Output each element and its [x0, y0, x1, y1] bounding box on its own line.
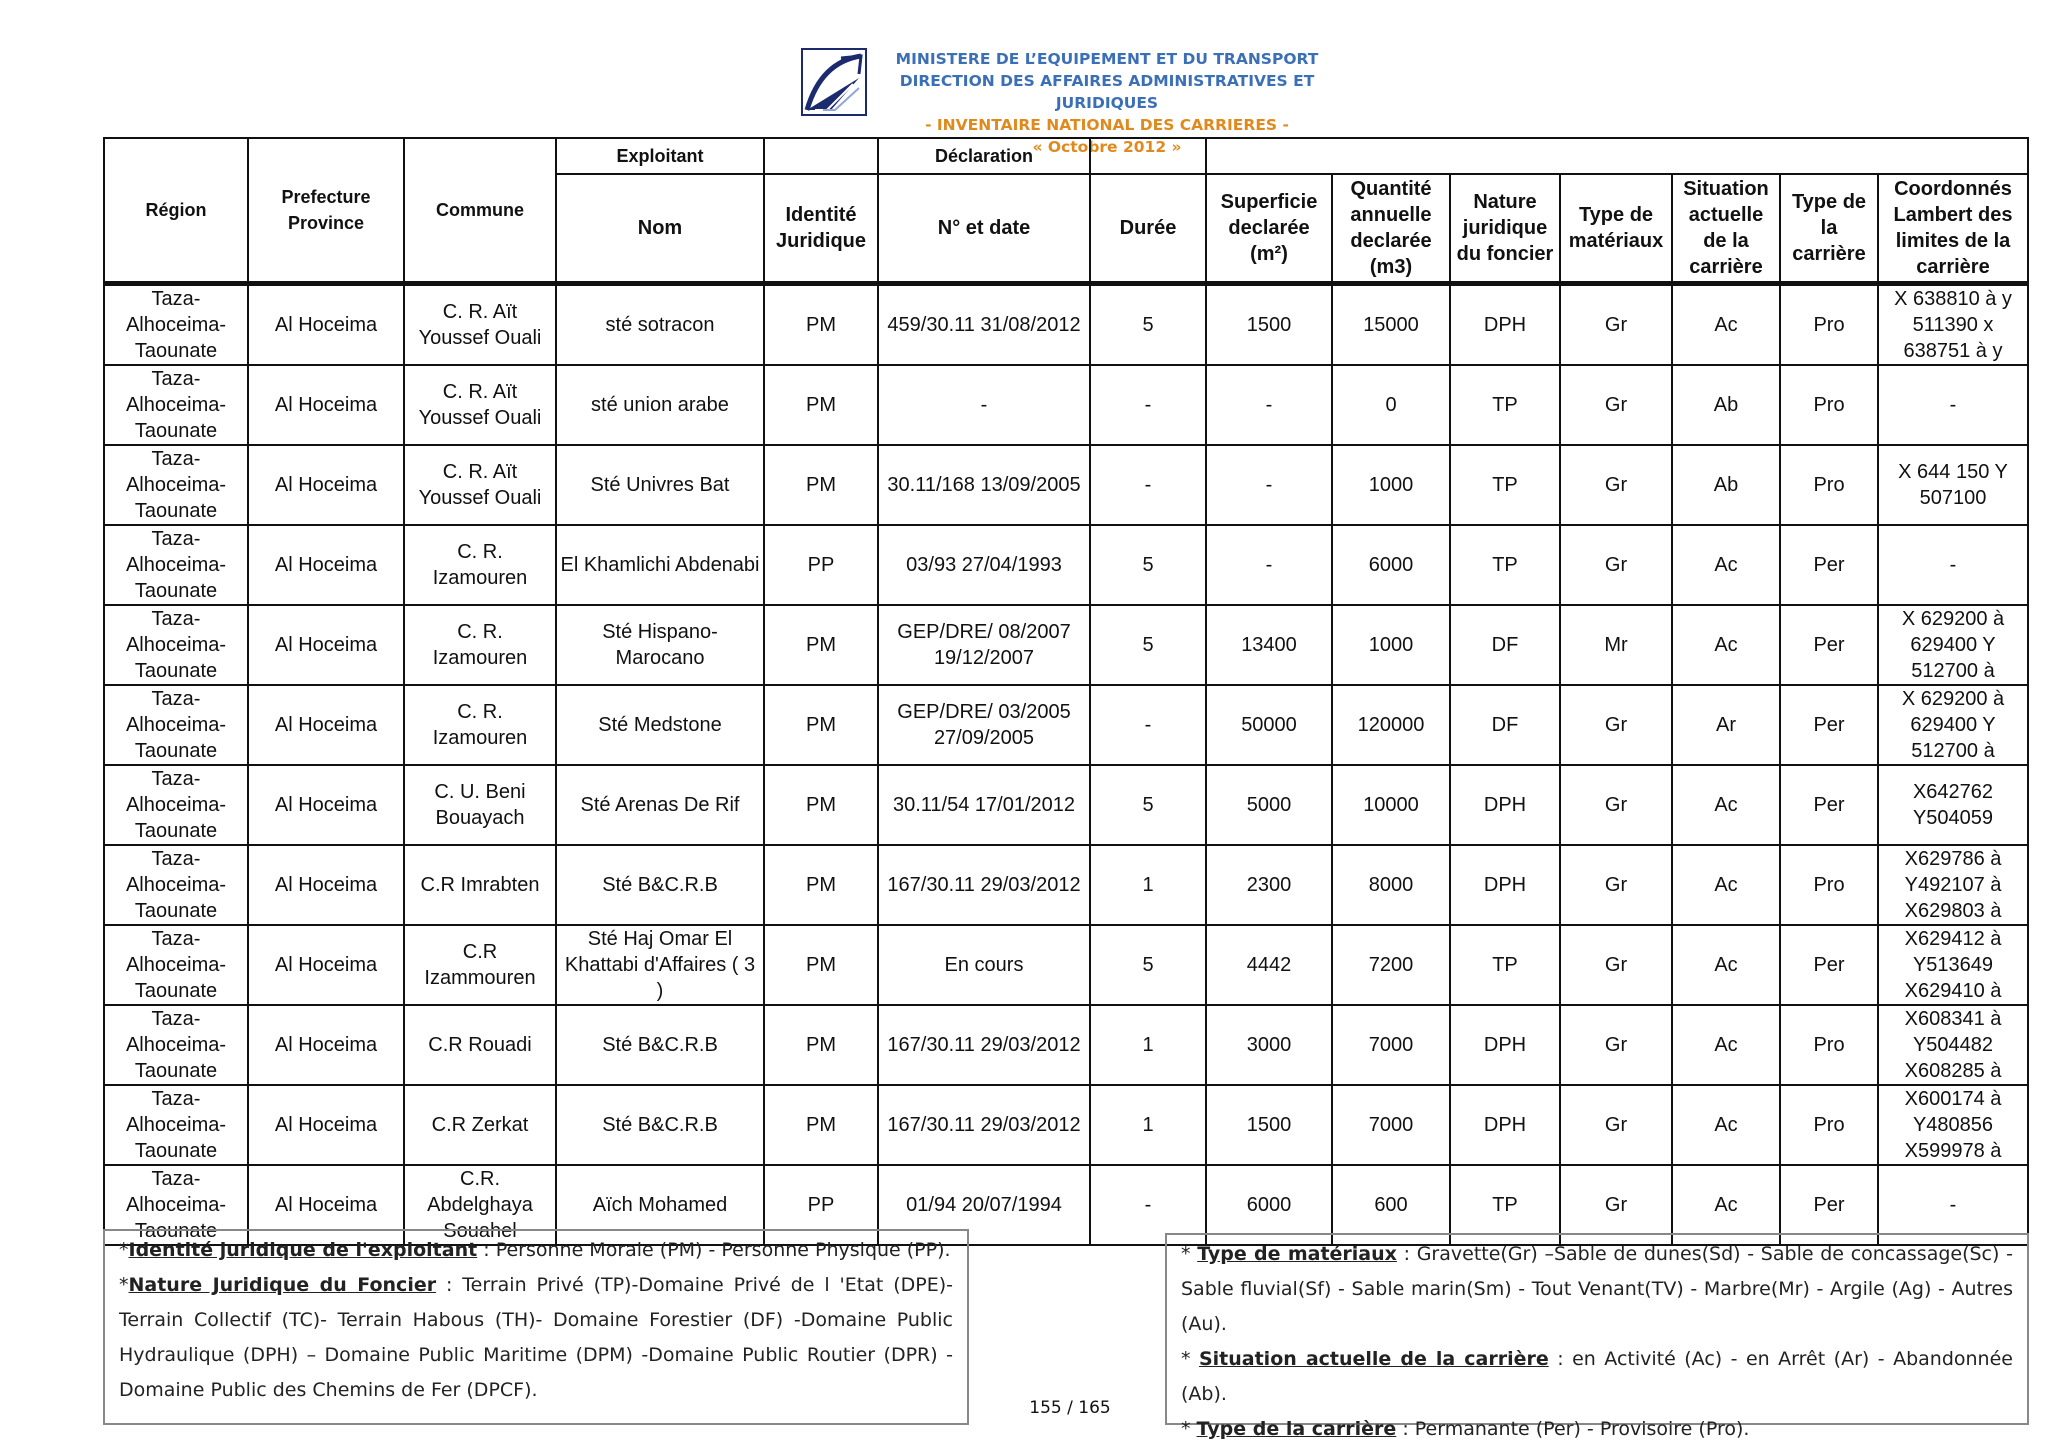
cell-numero-date: 30.11/54 17/01/2012 — [878, 765, 1090, 845]
cell-type-carriere: Per — [1780, 765, 1878, 845]
cell-type-carriere: Pro — [1780, 445, 1878, 525]
cell-coordonnees: X642762 Y504059 — [1878, 765, 2028, 845]
cell-identite: PM — [764, 445, 878, 525]
cell-nature-foncier: TP — [1450, 1165, 1560, 1245]
legend-type-title: Type de la carrière — [1196, 1418, 1397, 1440]
cell-situation: Ac — [1672, 1085, 1780, 1165]
cell-identite: PM — [764, 845, 878, 925]
cell-quantite: 7000 — [1332, 1005, 1450, 1085]
cell-region: Taza-Alhoceima-Taounate — [104, 1085, 248, 1165]
cell-coordonnees: - — [1878, 1165, 2028, 1245]
cell-coordonnees: X 638810 à y 511390 x 638751 à y — [1878, 284, 2028, 366]
cell-duree: - — [1090, 365, 1206, 445]
cell-numero-date: 03/93 27/04/1993 — [878, 525, 1090, 605]
cell-type-carriere: Per — [1780, 605, 1878, 685]
cell-coordonnees: X 644 150 Y 507100 — [1878, 445, 2028, 525]
cell-commune: C. R. Izamouren — [404, 525, 556, 605]
cell-region: Taza-Alhoceima-Taounate — [104, 605, 248, 685]
legend-situation: * Situation actuelle de la carrière : en Activité (Ac) - en Arrêt (Ar) - Abandonnée (Ab). — [1181, 1348, 2013, 1405]
cell-nature-foncier: DPH — [1450, 284, 1560, 366]
group-header-exploitant: Exploitant — [556, 138, 764, 174]
cell-quantite: 600 — [1332, 1165, 1450, 1245]
cell-commune: C. R. Aït Youssef Ouali — [404, 284, 556, 366]
cell-quantite: 10000 — [1332, 765, 1450, 845]
cell-nom: Sté Univres Bat — [556, 445, 764, 525]
cell-superficie: 13400 — [1206, 605, 1332, 685]
col-header-superficie: Superficie declarée (m²) — [1206, 174, 1332, 284]
cell-commune: C.R Zerkat — [404, 1085, 556, 1165]
legend-type: * Type de la carrière : Permanante (Per) - Provisoire (Pro). — [1181, 1418, 1750, 1440]
cell-duree: 1 — [1090, 845, 1206, 925]
cell-situation: Ac — [1672, 1165, 1780, 1245]
cell-nature-foncier: TP — [1450, 445, 1560, 525]
cell-nature-foncier: DF — [1450, 685, 1560, 765]
cell-superficie: 50000 — [1206, 685, 1332, 765]
page-number: 155 / 165 — [1029, 1398, 1111, 1418]
cell-duree: 5 — [1090, 765, 1206, 845]
cell-prefecture: Al Hoceima — [248, 1085, 404, 1165]
cell-prefecture: Al Hoceima — [248, 284, 404, 366]
cell-nom: El Khamlichi Abdenabi — [556, 525, 764, 605]
cell-prefecture: Al Hoceima — [248, 765, 404, 845]
cell-identite: PP — [764, 525, 878, 605]
cell-type-materiaux: Gr — [1560, 445, 1672, 525]
cell-prefecture: Al Hoceima — [248, 365, 404, 445]
col-header-situation: Situation actuelle de la carrière — [1672, 174, 1780, 284]
cell-nature-foncier: TP — [1450, 925, 1560, 1005]
legend-identite: *Identité juridique de l'exploitant : Personne Morale (PM) - Personne Physique (PP). — [119, 1239, 951, 1261]
cell-superficie: 6000 — [1206, 1165, 1332, 1245]
cell-duree: 1 — [1090, 1005, 1206, 1085]
cell-nature-foncier: DPH — [1450, 845, 1560, 925]
legend-type-text: : Permanante (Per) - Provisoire (Pro). — [1402, 1418, 1750, 1440]
cell-commune: C. R. Izamouren — [404, 605, 556, 685]
cell-region: Taza-Alhoceima-Taounate — [104, 845, 248, 925]
cell-numero-date: 30.11/168 13/09/2005 — [878, 445, 1090, 525]
legend-nature: *Nature Juridique du Foncier : Terrain Privé (TP)-Domaine Privé de l 'Etat (DPE)- Terrain Collectif (TC)- Terrain Habous (TH)- Domaine Forestier (DF) -Domaine Public Hydraulique (DPH) – Domaine Public Maritime (DPM) -Domaine Public Routier (DPR) - Domaine Public des Chemins de Fer (DPCF). — [119, 1274, 953, 1401]
cell-quantite: 15000 — [1332, 284, 1450, 366]
cell-duree: 5 — [1090, 605, 1206, 685]
cell-nature-foncier: TP — [1450, 525, 1560, 605]
cell-duree: - — [1090, 685, 1206, 765]
cell-nature-foncier: TP — [1450, 365, 1560, 445]
cell-type-materiaux: Gr — [1560, 1085, 1672, 1165]
col-header-type-materiaux: Type de matériaux — [1560, 174, 1672, 284]
col-header-region: Région — [104, 138, 248, 284]
group-header-row — [104, 138, 2028, 174]
cell-type-materiaux: Gr — [1560, 365, 1672, 445]
cell-type-carriere: Pro — [1780, 365, 1878, 445]
cell-commune: C.R. Abdelghaya Souahel — [404, 1165, 556, 1245]
legend-nature-title: Nature Juridique du Foncier — [128, 1274, 437, 1296]
cell-quantite: 1000 — [1332, 605, 1450, 685]
cell-type-materiaux: Gr — [1560, 685, 1672, 765]
cell-superficie: 2300 — [1206, 845, 1332, 925]
cell-type-carriere: Pro — [1780, 1005, 1878, 1085]
cell-region: Taza-Alhoceima-Taounate — [104, 765, 248, 845]
cell-commune: C. R. Aït Youssef Ouali — [404, 445, 556, 525]
cell-type-carriere: Per — [1780, 925, 1878, 1005]
cell-type-carriere: Pro — [1780, 1085, 1878, 1165]
cell-nom: Sté B&C.R.B — [556, 845, 764, 925]
cell-coordonnees: X 629200 à 629400 Y 512700 à — [1878, 685, 2028, 765]
legend-materiaux-title: Type de matériaux — [1197, 1243, 1397, 1265]
table-row — [104, 1005, 2028, 1085]
cell-nature-foncier: DPH — [1450, 1005, 1560, 1085]
col-header-nature-foncier: Nature juridique du foncier — [1450, 174, 1560, 284]
col-header-coordonnees: Coordonnés Lambert des limites de la carrière — [1878, 174, 2028, 284]
cell-nom: Sté Hispano-Marocano — [556, 605, 764, 685]
cell-duree: 5 — [1090, 925, 1206, 1005]
direction-name: DIRECTION DES AFFAIRES ADMINISTRATIVES ET JURIDIQUES — [899, 72, 1315, 112]
cell-type-materiaux: Gr — [1560, 845, 1672, 925]
cell-prefecture: Al Hoceima — [248, 605, 404, 685]
cell-type-carriere: Per — [1780, 525, 1878, 605]
cell-commune: C.R Imrabten — [404, 845, 556, 925]
legend-situation-title: Situation actuelle de la carrière — [1198, 1348, 1549, 1370]
cell-superficie: - — [1206, 525, 1332, 605]
quarry-inventory-table — [103, 137, 2029, 1246]
legend-identite-text: : Personne Morale (PM) - Personne Physique (PP). — [483, 1239, 951, 1261]
cell-identite: PM — [764, 284, 878, 366]
cell-type-materiaux: Gr — [1560, 1005, 1672, 1085]
group-header-declaration: Déclaration — [878, 138, 1090, 174]
col-header-numero-date: N° et date — [878, 174, 1090, 284]
legend-identite-title: Identité juridique de l'exploitant — [128, 1239, 478, 1261]
table-row — [104, 845, 2028, 925]
cell-prefecture: Al Hoceima — [248, 525, 404, 605]
cell-nature-foncier: DPH — [1450, 1085, 1560, 1165]
cell-identite: PM — [764, 765, 878, 845]
cell-identite: PP — [764, 1165, 878, 1245]
cell-situation: Ac — [1672, 284, 1780, 366]
legend-materiaux-text: : Gravette(Gr) –Sable de dunes(Sd) - Sable de concassage(Sc) - Sable fluvial(Sf) - Sable marin(Sm) - Tout Venant(TV) - Marbre(Mr) - Argile (Ag) - Autres (Au). — [1181, 1243, 2013, 1335]
group-header-blank — [1090, 138, 1206, 174]
col-header-identite: Identité Juridique — [764, 174, 878, 284]
cell-identite: PM — [764, 1005, 878, 1085]
cell-identite: PM — [764, 685, 878, 765]
table-row — [104, 525, 2028, 605]
cell-prefecture: Al Hoceima — [248, 1005, 404, 1085]
cell-superficie: 1500 — [1206, 1085, 1332, 1165]
cell-coordonnees: - — [1878, 525, 2028, 605]
legend-materiaux: * Type de matériaux : Gravette(Gr) –Sable de dunes(Sd) - Sable de concassage(Sc) - Sable fluvial(Sf) - Sable marin(Sm) - Tout Venant(TV) - Marbre(Mr) - Argile (Ag) - Autres (Au). — [1181, 1243, 2013, 1335]
cell-commune: C.R Izammouren — [404, 925, 556, 1005]
col-header-duree: Durée — [1090, 174, 1206, 284]
table-row — [104, 925, 2028, 1005]
cell-region: Taza-Alhoceima-Taounate — [104, 1165, 248, 1245]
cell-numero-date: 01/94 20/07/1994 — [878, 1165, 1090, 1245]
cell-type-materiaux: Mr — [1560, 605, 1672, 685]
cell-prefecture: Al Hoceima — [248, 845, 404, 925]
cell-coordonnees: X608341 à Y504482 X608285 à — [1878, 1005, 2028, 1085]
cell-region: Taza-Alhoceima-Taounate — [104, 365, 248, 445]
cell-identite: PM — [764, 1085, 878, 1165]
cell-commune: C.R Rouadi — [404, 1005, 556, 1085]
table-row — [104, 284, 2028, 366]
table-body — [104, 284, 2028, 1246]
cell-quantite: 1000 — [1332, 445, 1450, 525]
cell-type-materiaux: Gr — [1560, 525, 1672, 605]
cell-situation: Ac — [1672, 925, 1780, 1005]
legend-left — [103, 1229, 969, 1425]
cell-situation: Ac — [1672, 765, 1780, 845]
cell-prefecture: Al Hoceima — [248, 925, 404, 1005]
cell-superficie: 5000 — [1206, 765, 1332, 845]
legend-right — [1165, 1233, 2029, 1440]
table-row — [104, 445, 2028, 525]
cell-quantite: 0 — [1332, 365, 1450, 445]
cell-superficie: 1500 — [1206, 284, 1332, 366]
cell-nature-foncier: DPH — [1450, 765, 1560, 845]
table-row — [104, 365, 2028, 445]
cell-commune: C. R. Izamouren — [404, 685, 556, 765]
cell-quantite: 7200 — [1332, 925, 1450, 1005]
cell-coordonnees: X629786 à Y492107 à X629803 à — [1878, 845, 2028, 925]
cell-numero-date: GEP/DRE/ 03/2005 27/09/2005 — [878, 685, 1090, 765]
cell-duree: - — [1090, 445, 1206, 525]
cell-numero-date: 459/30.11 31/08/2012 — [878, 284, 1090, 366]
cell-nom: Sté Haj Omar El Khattabi d'Affaires ( 3 ) — [556, 925, 764, 1005]
cell-superficie: 3000 — [1206, 1005, 1332, 1085]
cell-coordonnees: X600174 à Y480856 X599978 à — [1878, 1085, 2028, 1165]
cell-superficie: - — [1206, 365, 1332, 445]
cell-region: Taza-Alhoceima-Taounate — [104, 445, 248, 525]
table-row — [104, 765, 2028, 845]
cell-duree: - — [1090, 1165, 1206, 1245]
col-header-quantite: Quantité annuelle declarée (m3) — [1332, 174, 1450, 284]
col-header-nom: Nom — [556, 174, 764, 284]
cell-situation: Ac — [1672, 525, 1780, 605]
cell-type-carriere: Pro — [1780, 284, 1878, 366]
cell-situation: Ar — [1672, 685, 1780, 765]
cell-type-carriere: Per — [1780, 685, 1878, 765]
cell-type-materiaux: Gr — [1560, 765, 1672, 845]
table-row — [104, 685, 2028, 765]
cell-duree: 1 — [1090, 1085, 1206, 1165]
cell-type-materiaux: Gr — [1560, 1165, 1672, 1245]
cell-duree: 5 — [1090, 284, 1206, 366]
table-row — [104, 605, 2028, 685]
cell-numero-date: 167/30.11 29/03/2012 — [878, 1005, 1090, 1085]
cell-nom: Sté B&C.R.B — [556, 1085, 764, 1165]
cell-superficie: - — [1206, 445, 1332, 525]
cell-quantite: 8000 — [1332, 845, 1450, 925]
cell-type-materiaux: Gr — [1560, 284, 1672, 366]
cell-nom: Sté Medstone — [556, 685, 764, 765]
cell-numero-date: GEP/DRE/ 08/2007 19/12/2007 — [878, 605, 1090, 685]
cell-nature-foncier: DF — [1450, 605, 1560, 685]
inventory-title: - INVENTAIRE NATIONAL DES CARRIERES - — [925, 116, 1289, 134]
cell-identite: PM — [764, 925, 878, 1005]
col-header-commune: Commune — [404, 138, 556, 284]
cell-coordonnees: X 629200 à 629400 Y 512700 à — [1878, 605, 2028, 685]
cell-nom: sté sotracon — [556, 284, 764, 366]
cell-nom: Aïch Mohamed — [556, 1165, 764, 1245]
cell-numero-date: 167/30.11 29/03/2012 — [878, 1085, 1090, 1165]
cell-quantite: 6000 — [1332, 525, 1450, 605]
cell-region: Taza-Alhoceima-Taounate — [104, 925, 248, 1005]
cell-superficie: 4442 — [1206, 925, 1332, 1005]
ministry-name: MINISTERE DE L’EQUIPEMENT ET DU TRANSPORT — [895, 50, 1319, 68]
cell-prefecture: Al Hoceima — [248, 1165, 404, 1245]
cell-prefecture: Al Hoceima — [248, 685, 404, 765]
cell-coordonnees: X629412 à Y513649 X629410 à — [1878, 925, 2028, 1005]
cell-commune: C. R. Aït Youssef Ouali — [404, 365, 556, 445]
cell-region: Taza-Alhoceima-Taounate — [104, 525, 248, 605]
cell-type-carriere: Per — [1780, 1165, 1878, 1245]
cell-quantite: 7000 — [1332, 1085, 1450, 1165]
group-header-blank — [1206, 138, 2028, 174]
cell-commune: C. U. Beni Bouayach — [404, 765, 556, 845]
cell-nom: Sté Arenas De Rif — [556, 765, 764, 845]
legend-nature-text: : Terrain Privé (TP)-Domaine Privé de l 'Etat (DPE)- Terrain Collectif (TC)- Terrain Habous (TH)- Domaine Forestier (DF) -Domaine Public Hydraulique (DPH) – Domaine Public Maritime (DPM) -Domaine Public Routier (DPR) - Domaine Public des Chemins de Fer (DPCF). — [119, 1274, 953, 1401]
cell-region: Taza-Alhoceima-Taounate — [104, 685, 248, 765]
cell-situation: Ab — [1672, 445, 1780, 525]
cell-situation: Ac — [1672, 845, 1780, 925]
cell-nom: Sté B&C.R.B — [556, 1005, 764, 1085]
cell-coordonnees: - — [1878, 365, 2028, 445]
cell-identite: PM — [764, 605, 878, 685]
ministry-logo-icon — [801, 48, 867, 116]
cell-type-materiaux: Gr — [1560, 925, 1672, 1005]
cell-duree: 5 — [1090, 525, 1206, 605]
col-header-prefecture: Prefecture Province — [248, 138, 404, 284]
cell-situation: Ab — [1672, 365, 1780, 445]
cell-type-carriere: Pro — [1780, 845, 1878, 925]
cell-region: Taza-Alhoceima-Taounate — [104, 284, 248, 366]
cell-numero-date: 167/30.11 29/03/2012 — [878, 845, 1090, 925]
col-header-type-carriere: Type de la carrière — [1780, 174, 1878, 284]
cell-region: Taza-Alhoceima-Taounate — [104, 1005, 248, 1085]
cell-prefecture: Al Hoceima — [248, 445, 404, 525]
cell-situation: Ac — [1672, 605, 1780, 685]
legend-situation-text: : en Activité (Ac) - en Arrêt (Ar) - Abandonnée (Ab). — [1181, 1348, 2013, 1405]
cell-quantite: 120000 — [1332, 685, 1450, 765]
cell-situation: Ac — [1672, 1005, 1780, 1085]
cell-numero-date: En cours — [878, 925, 1090, 1005]
inventory-date: « Octobre 2012 » — [1032, 138, 1182, 156]
cell-numero-date: - — [878, 365, 1090, 445]
cell-nom: sté union arabe — [556, 365, 764, 445]
group-header-blank — [764, 138, 878, 174]
table-row — [104, 1085, 2028, 1165]
cell-identite: PM — [764, 365, 878, 445]
